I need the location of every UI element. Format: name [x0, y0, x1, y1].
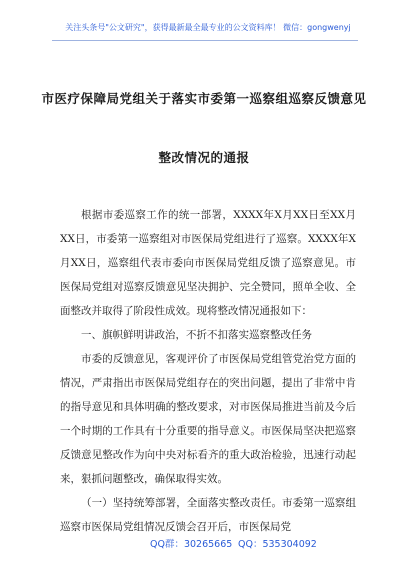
document-title-line-1: 市医疗保障局党组关于落实市委第一巡察组巡察反馈意见	[41, 91, 367, 106]
document-body	[60, 203, 356, 539]
body-paragraph: 根据市委巡察工作的统一部署，XXXX年X月XX日至XX月XX日，市委第一巡察组对市医保局党组进行了巡察。XXXX年X月XX日，巡察组代表市委向市医保局党组反馈了巡察意见。市医保局党组对巡察反馈意见坚决拥护、完全赞同，照单全收、全面整改并取得了阶段性成效。现将整改情况通报如下：	[60, 209, 356, 317]
document-title-line-2: 整改情况的通报	[158, 150, 250, 165]
body-paragraph: 市委的反馈意见，客观评价了市医保局党组管党治党方面的情况，严肃指出市医保局党组存在的突出问题，提出了非常中肯的指导意见和具体明确的整改要求，对市医保局推进当前及今后一个时期的工作具有十分重要的指导意义。市医保局坚决把巡察反馈意见整改作为向中央对标看齐的重大政治检验，迅速行动起来，狠抓问题整改，确保取得实效。	[60, 353, 356, 485]
header-promo-text: 关注头条号"公文研究"，获得最新最全最专业的公文资料库！ 微信：gongwenyj	[65, 23, 351, 32]
footer-qq: QQ：535304092	[238, 539, 317, 550]
footer-qq-group: QQ群：30265665	[150, 539, 233, 550]
footer	[0, 536, 408, 550]
body-paragraph: （一）坚持统筹部署，全面落实整改责任。市委第一巡察组巡察市医保局党组情况反馈会召开后，市医保局党	[60, 497, 356, 533]
section-heading: 一、旗帜鲜明讲政治，不折不扣落实巡察整改任务	[81, 329, 312, 341]
header-divider	[52, 40, 358, 41]
